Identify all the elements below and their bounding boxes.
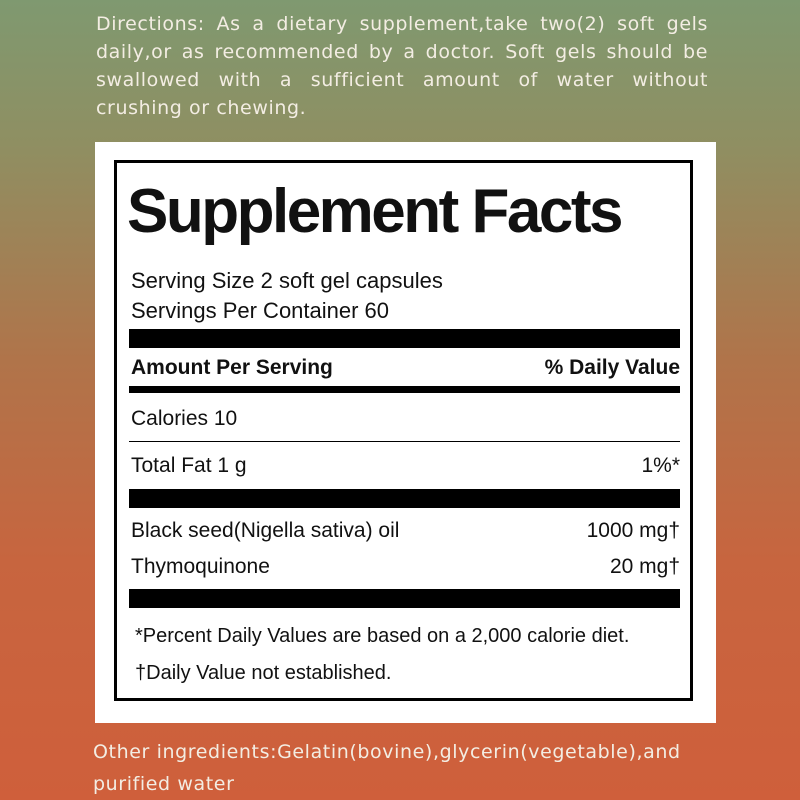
- nutrient-name: Total Fat 1 g: [131, 454, 247, 477]
- nutrient-value: 20 mg†: [609, 555, 680, 578]
- footnote-daily-values: *Percent Daily Values are based on a 2,000 calorie diet.: [135, 625, 630, 647]
- other-ingredients-text: Other ingredients:Gelatin(bovine),glycerin(vegetable),and purified water: [93, 741, 681, 795]
- supplement-facts-title: Supplement Facts: [127, 177, 621, 246]
- nutrient-row-black-seed-oil: [131, 518, 680, 544]
- amount-per-serving-label: Amount Per Serving: [131, 356, 333, 379]
- divider-thick: [129, 489, 680, 508]
- supplement-facts-panel: [114, 160, 693, 701]
- divider-thick: [129, 589, 680, 608]
- nutrient-name: Black seed(Nigella sativa) oil: [131, 519, 400, 542]
- divider-thin: [129, 441, 680, 442]
- daily-value-label: % Daily Value: [544, 356, 680, 379]
- nutrient-value: 1000 mg†: [586, 519, 680, 542]
- serving-size: Serving Size 2 soft gel capsules: [131, 268, 443, 293]
- label-card: [95, 142, 716, 723]
- nutrient-row-calories: [131, 406, 680, 432]
- divider-thick: [129, 329, 680, 348]
- nutrient-row-total-fat: [131, 453, 680, 479]
- servings-per-container: Servings Per Container 60: [131, 298, 390, 323]
- divider-medium: [129, 386, 680, 393]
- nutrient-name: Thymoquinone: [131, 555, 270, 578]
- nutrient-name: Calories 10: [131, 407, 238, 430]
- nutrient-value: 1%*: [641, 454, 680, 477]
- amount-header-row: [131, 355, 680, 381]
- nutrient-row-thymoquinone: [131, 554, 680, 580]
- footnote-not-established: †Daily Value not established.: [135, 662, 392, 684]
- directions-text: Directions: As a dietary supplement,take two(2) soft gels daily,or as recommended by a doctor. Soft gels should be swallowed with a sufficient amount of water without crushing or chewing.: [96, 13, 708, 119]
